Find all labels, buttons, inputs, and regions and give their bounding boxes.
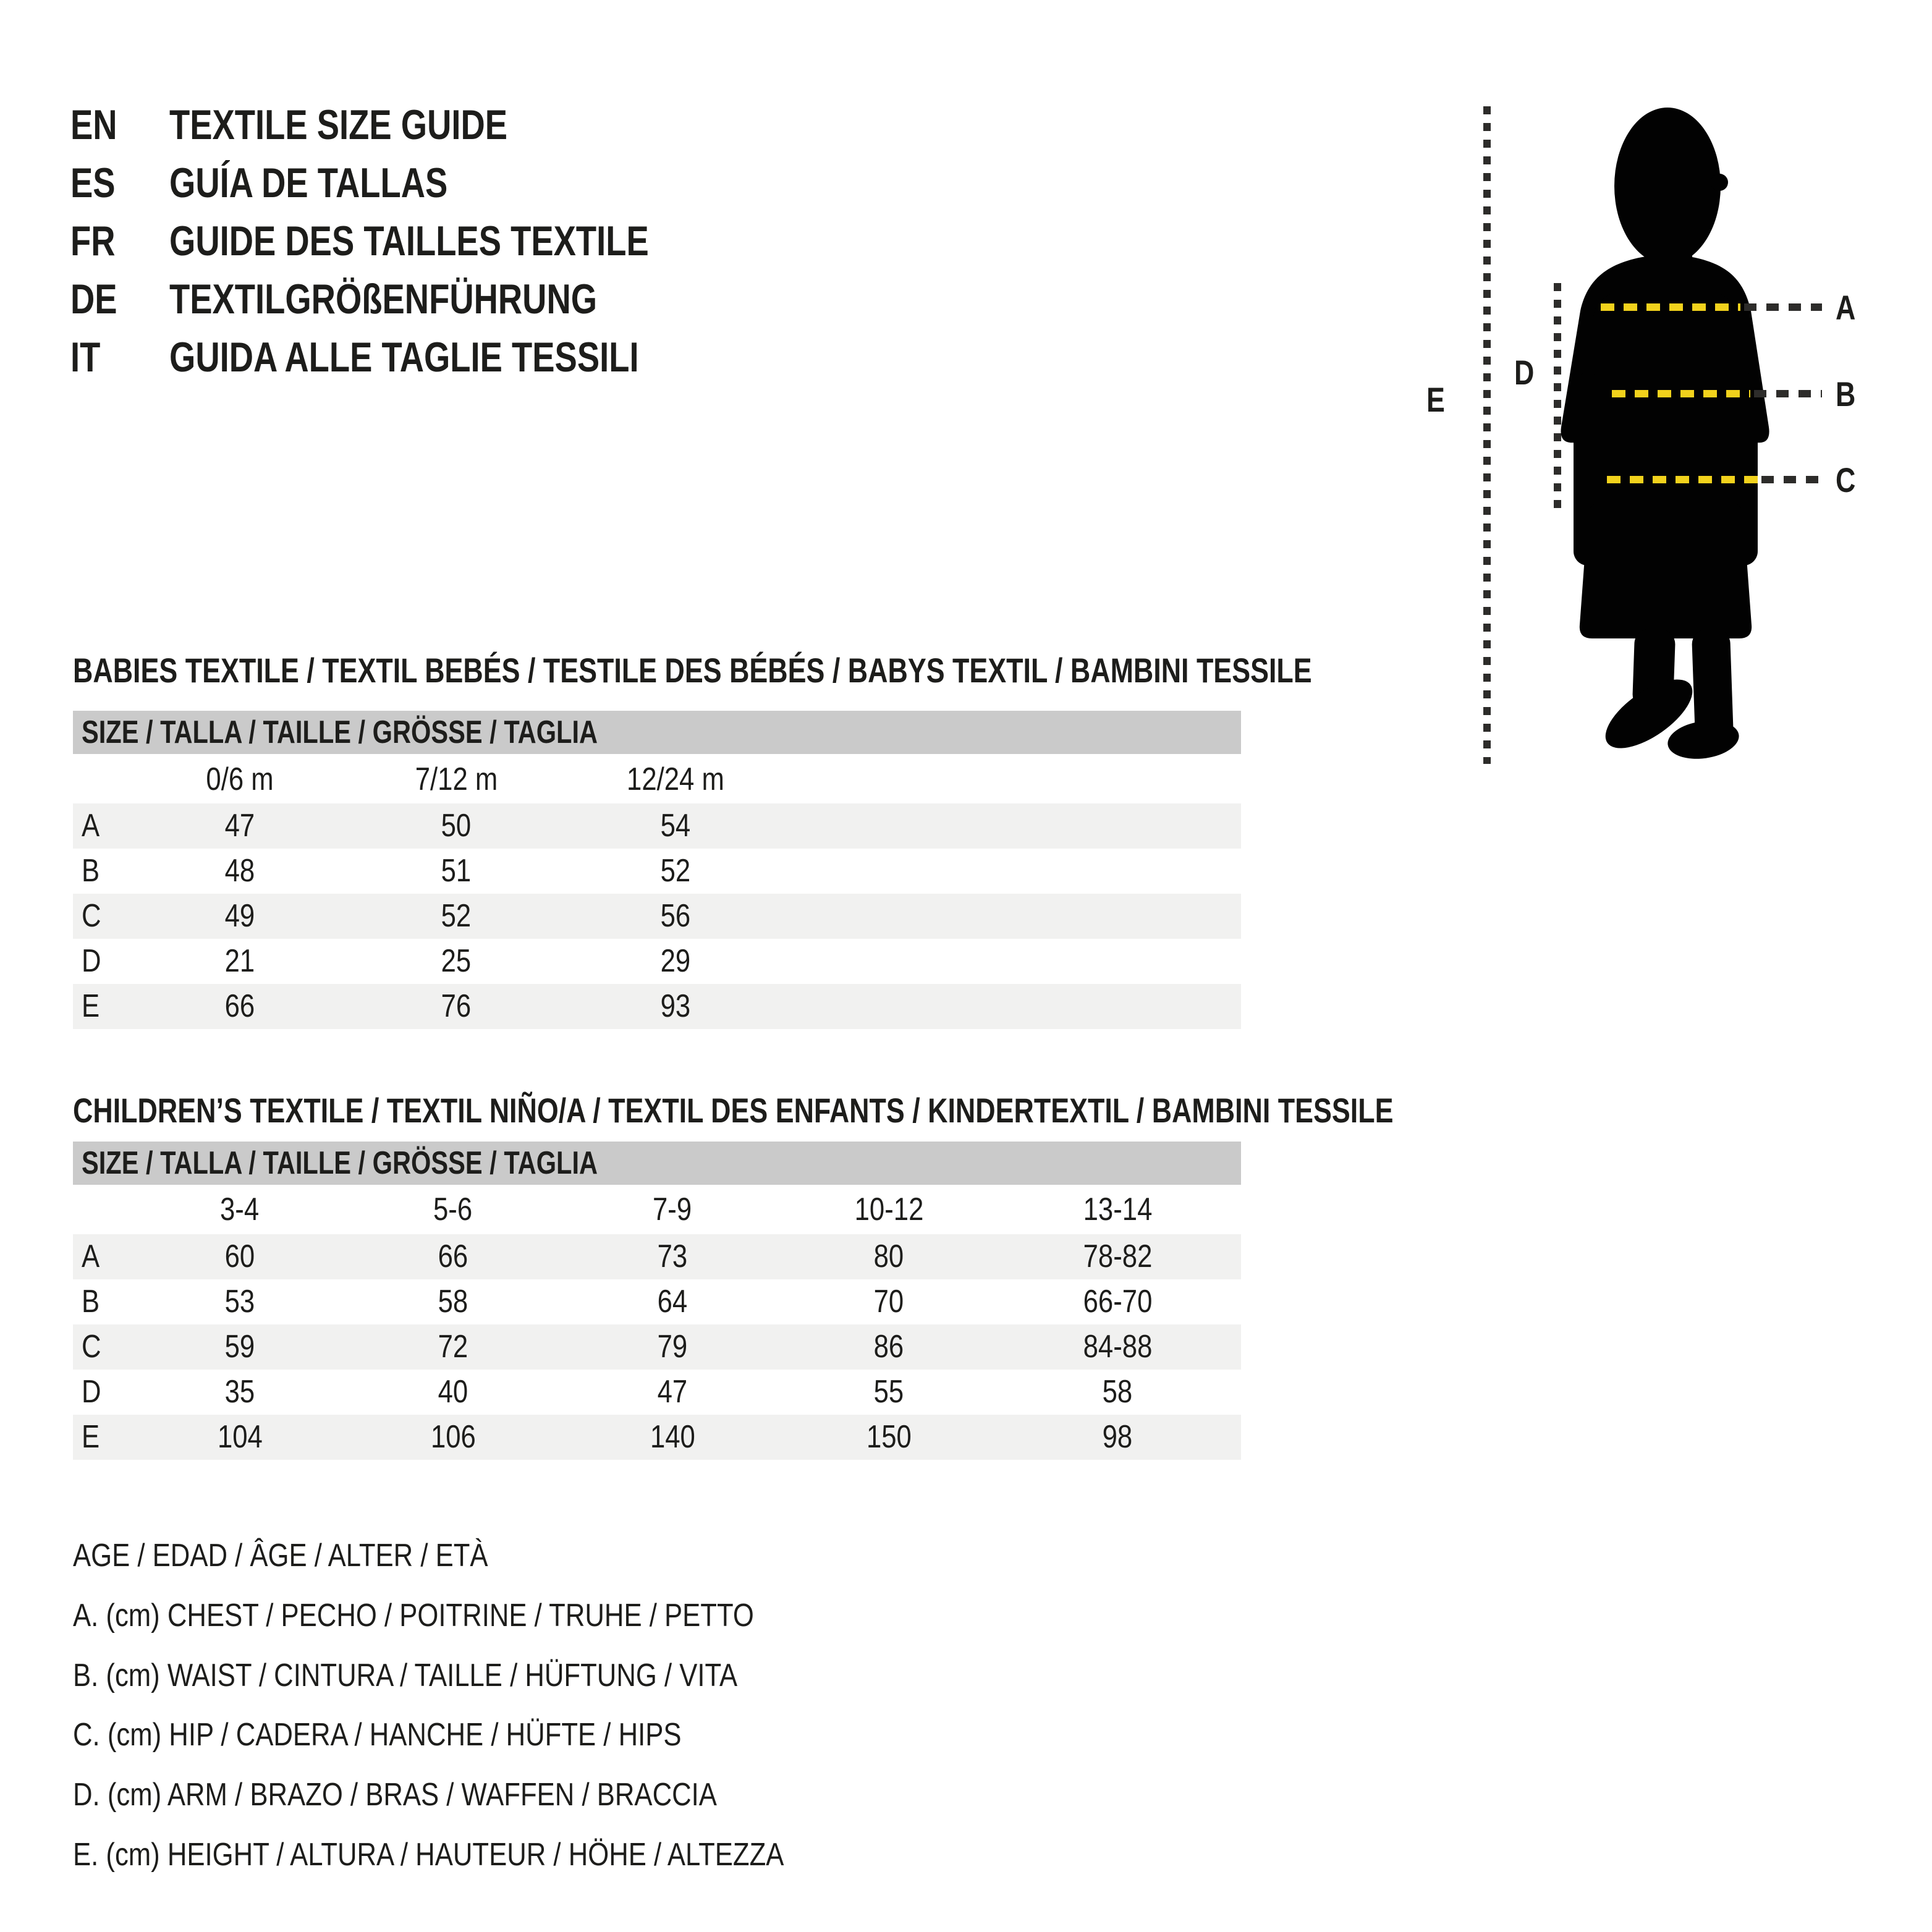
language-code: EN <box>70 101 117 148</box>
table-row <box>73 1324 1241 1370</box>
row-label: A <box>82 1239 100 1274</box>
language-title: GUIDA ALLE TAGLIE TESSILI <box>169 334 639 381</box>
table-cell: 29 <box>660 943 691 979</box>
column-header: 0/6 m <box>206 761 274 797</box>
table-cell: 40 <box>438 1374 468 1410</box>
table-row <box>73 803 1241 849</box>
language-row <box>70 334 998 384</box>
row-label: A <box>82 808 100 844</box>
row-label: B <box>82 853 100 889</box>
hip-measure-line-yellow <box>1607 476 1758 483</box>
figure-label-arm: D <box>1514 353 1535 392</box>
chest-measure-line-yellow <box>1601 303 1740 311</box>
legend-line-height: E. (cm) HEIGHT / ALTURA / HAUTEUR / HÖHE / ALTEZZA <box>73 1837 784 1873</box>
babies-column-header-row <box>73 755 1241 803</box>
table-row <box>73 849 1241 894</box>
table-cell: 104 <box>217 1419 263 1455</box>
waist-measure-line-yellow <box>1612 390 1750 397</box>
row-label: D <box>82 943 101 979</box>
table-cell: 53 <box>224 1284 255 1320</box>
table-cell: 93 <box>660 988 691 1024</box>
table-cell: 21 <box>224 943 255 979</box>
legend-line-age: AGE / EDAD / ÂGE / ALTER / ETÀ <box>73 1538 488 1574</box>
chest-measure-line-dark <box>1744 303 1822 311</box>
table-cell: 80 <box>873 1239 904 1274</box>
table-cell: 58 <box>1102 1374 1133 1410</box>
table-cell: 84-88 <box>1083 1329 1152 1365</box>
language-title: TEXTILE SIZE GUIDE <box>169 101 508 148</box>
language-row <box>70 218 998 268</box>
table-cell: 76 <box>441 988 472 1024</box>
figure-label-chest: A <box>1836 288 1856 327</box>
table-cell: 106 <box>430 1419 476 1455</box>
table-cell: 66 <box>224 988 255 1024</box>
row-label: B <box>82 1284 100 1320</box>
table-cell: 54 <box>660 808 691 844</box>
legend-line-hip: C. (cm) HIP / CADERA / HANCHE / HÜFTE / HIPS <box>73 1717 682 1753</box>
table-row <box>73 939 1241 984</box>
language-row <box>70 276 998 326</box>
table-cell: 35 <box>224 1374 255 1410</box>
table-cell: 79 <box>657 1329 688 1365</box>
table-cell: 49 <box>224 898 255 934</box>
table-cell: 66-70 <box>1083 1284 1152 1320</box>
table-cell: 25 <box>441 943 472 979</box>
hip-measure-line-dark <box>1761 476 1822 483</box>
table-cell: 52 <box>660 853 691 889</box>
table-cell: 72 <box>438 1329 468 1365</box>
childrens-column-header-row <box>73 1185 1241 1234</box>
babies-size-header-bar: SIZE / TALLA / TAILLE / GRÖSSE / TAGLIA <box>73 711 1241 754</box>
column-header: 12/24 m <box>627 761 724 797</box>
row-label: E <box>82 1419 100 1455</box>
table-row <box>73 1415 1241 1460</box>
figure-label-height: E <box>1426 380 1445 419</box>
column-header: 10-12 <box>854 1192 923 1227</box>
table-cell: 52 <box>441 898 472 934</box>
table-cell: 59 <box>224 1329 255 1365</box>
table-row <box>73 1234 1241 1279</box>
table-cell: 51 <box>441 853 472 889</box>
column-header: 3-4 <box>220 1192 260 1227</box>
childrens-section-heading: CHILDREN’S TEXTILE / TEXTIL NIÑO/A / TEXTIL DES ENFANTS / KINDERTEXTIL / BAMBINI TESSILE <box>73 1091 1394 1130</box>
table-cell: 47 <box>657 1374 688 1410</box>
table-row <box>73 984 1241 1029</box>
row-label: D <box>82 1374 101 1410</box>
table-row <box>73 1370 1241 1415</box>
language-code: ES <box>70 159 116 206</box>
column-header: 7-9 <box>653 1192 692 1227</box>
table-row <box>73 1279 1241 1324</box>
table-cell: 66 <box>438 1239 468 1274</box>
table-cell: 48 <box>224 853 255 889</box>
table-cell: 60 <box>224 1239 255 1274</box>
language-row <box>70 160 998 210</box>
language-title: GUÍA DE TALLAS <box>169 159 448 206</box>
table-cell: 55 <box>873 1374 904 1410</box>
row-label: E <box>82 988 100 1024</box>
table-cell: 47 <box>224 808 255 844</box>
language-row <box>70 102 998 151</box>
column-header: 7/12 m <box>415 761 498 797</box>
table-cell: 58 <box>438 1284 468 1320</box>
table-cell: 64 <box>657 1284 688 1320</box>
language-code: IT <box>70 334 101 381</box>
table-cell: 86 <box>873 1329 904 1365</box>
table-cell: 150 <box>866 1419 912 1455</box>
table-cell: 78-82 <box>1083 1239 1152 1274</box>
language-title: GUIDE DES TAILLES TEXTILE <box>169 218 649 265</box>
legend-line-chest: A. (cm) CHEST / PECHO / POITRINE / TRUHE / PETTO <box>73 1598 754 1633</box>
figure-label-hip: C <box>1836 460 1856 499</box>
table-row <box>73 894 1241 939</box>
legend-line-arm: D. (cm) ARM / BRAZO / BRAS / WAFFEN / BRACCIA <box>73 1777 717 1813</box>
row-label: C <box>82 1329 101 1365</box>
table-cell: 70 <box>873 1284 904 1320</box>
table-cell: 73 <box>657 1239 688 1274</box>
table-cell: 98 <box>1102 1419 1133 1455</box>
arm-measure-line-D <box>1554 283 1561 517</box>
table-cell: 56 <box>660 898 691 934</box>
language-code: DE <box>70 276 117 323</box>
legend-line-waist: B. (cm) WAIST / CINTURA / TAILLE / HÜFTUNG / VITA <box>73 1658 738 1693</box>
table-cell: 50 <box>441 808 472 844</box>
waist-measure-line-dark <box>1754 390 1822 397</box>
babies-section-heading: BABIES TEXTILE / TEXTIL BEBÉS / TESTILE DES BÉBÉS / BABYS TEXTIL / BAMBINI TESSILE <box>73 651 1312 690</box>
language-code: FR <box>70 218 116 265</box>
column-header: 5-6 <box>433 1192 473 1227</box>
childrens-size-header-bar: SIZE / TALLA / TAILLE / GRÖSSE / TAGLIA <box>73 1142 1241 1185</box>
row-label: C <box>82 898 101 934</box>
language-title: TEXTILGRÖßENFÜHRUNG <box>169 276 598 323</box>
column-header: 13-14 <box>1083 1192 1152 1227</box>
figure-label-waist: B <box>1836 375 1856 413</box>
table-cell: 140 <box>650 1419 695 1455</box>
